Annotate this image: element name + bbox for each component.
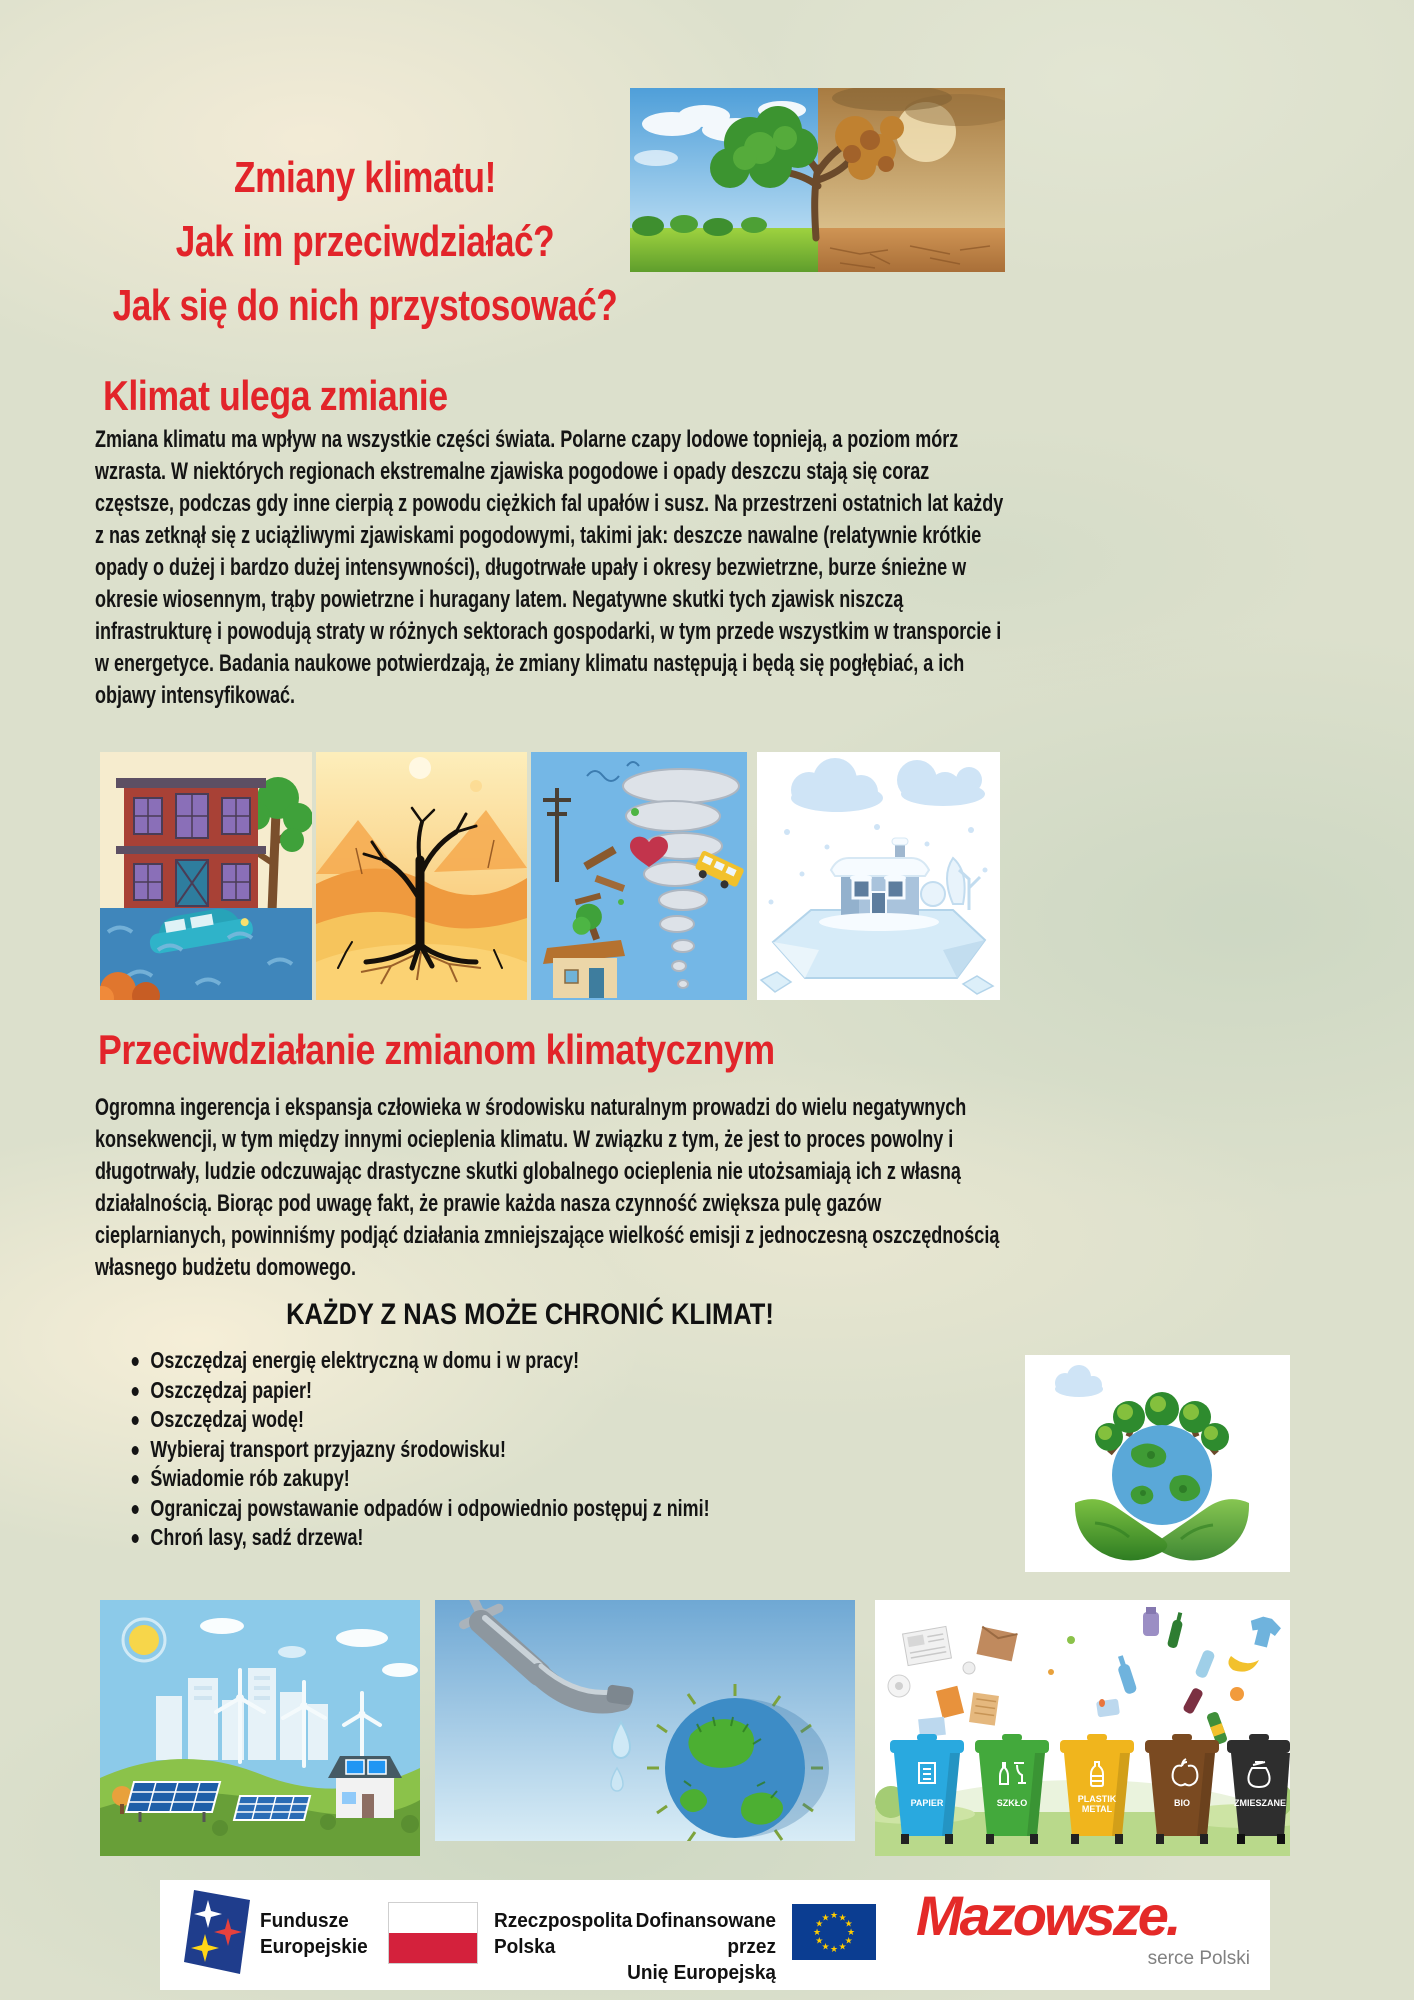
svg-text:★: ★ xyxy=(815,1936,824,1947)
action-item: Oszczędzaj wodę! xyxy=(127,1405,985,1435)
svg-text:★: ★ xyxy=(829,1911,839,1921)
footer-logos-band xyxy=(160,1880,1270,1990)
svg-text:★: ★ xyxy=(844,1936,853,1947)
action-item: Oszczędzaj papier! xyxy=(127,1376,985,1406)
bio-bin-label: BIO xyxy=(1173,1798,1191,1808)
svg-text:★: ★ xyxy=(846,1928,856,1938)
rzeczpospolita-label: Rzeczpospolita Polska xyxy=(494,1910,633,1958)
page-title xyxy=(85,146,645,338)
climate-photo xyxy=(630,88,1005,272)
action-item: Ograniczaj powstawanie odpadów i odpowiednio postępuj z nimi! xyxy=(127,1494,985,1524)
title-line-3: Jak się do nich przystosować? xyxy=(112,281,618,330)
mazowsze-tagline: serce Polski xyxy=(1147,1948,1250,1969)
glass-bin-label: SZKŁO xyxy=(996,1798,1028,1808)
action-item: Oszczędzaj energię elektryczną w domu i w pracy! xyxy=(127,1346,985,1376)
svg-text:★: ★ xyxy=(838,1913,847,1924)
svg-text:★: ★ xyxy=(821,1942,830,1953)
mixed-bin-label: ZMIESZANE xyxy=(1233,1798,1287,1808)
flood-illustration xyxy=(100,752,312,1000)
action-item: Wybieraj transport przyjazny środowisku! xyxy=(127,1435,985,1465)
tornado-illustration xyxy=(531,752,747,1000)
fundusze-europejskie-logo xyxy=(184,1890,250,1974)
svg-text:★: ★ xyxy=(844,1919,853,1930)
eu-flag xyxy=(792,1904,876,1960)
mazowsze-wordmark: Mazowsze. xyxy=(916,1884,1179,1947)
green-energy-illustration xyxy=(100,1600,420,1856)
section-counter-heading: Przeciwdziałanie zmianom klimatycznym xyxy=(98,1026,775,1073)
winter-illustration xyxy=(757,752,1000,1000)
svg-text:★: ★ xyxy=(812,1928,822,1938)
mazowsze-logo xyxy=(916,1886,1256,1970)
poland-flag xyxy=(388,1902,478,1964)
actions-heading: KAŻDY Z NAS MOŻE CHRONIĆ KLIMAT! xyxy=(286,1298,774,1331)
actions-list xyxy=(127,1346,985,1553)
earth-in-hands-illustration xyxy=(1025,1355,1290,1572)
plastic-bin-label-2: METAL xyxy=(1081,1804,1113,1814)
section-change-heading: Klimat ulega zmianie xyxy=(103,372,448,419)
title-line-1: Zmiany klimatu! xyxy=(234,153,496,202)
svg-text:★: ★ xyxy=(821,1913,830,1924)
svg-text:★: ★ xyxy=(838,1942,847,1953)
plastic-bin-label: PLASTIK xyxy=(1077,1794,1117,1804)
eu-funding-label: Dofinansowane przez Unię Europejską xyxy=(627,1910,776,1984)
title-line-2: Jak im przeciwdziałać? xyxy=(175,217,555,266)
water-tap-illustration xyxy=(435,1600,855,1841)
svg-text:★: ★ xyxy=(829,1945,839,1955)
recycling-bins-illustration xyxy=(875,1600,1290,1856)
drought-illustration xyxy=(316,752,527,1000)
svg-text:★: ★ xyxy=(815,1919,824,1930)
paper-bin-label: PAPIER xyxy=(910,1798,944,1808)
action-item: Świadomie rób zakupy! xyxy=(127,1464,985,1494)
action-item: Chroń lasy, sadź drzewa! xyxy=(127,1523,985,1553)
fundusze-label: Fundusze Europejskie xyxy=(260,1910,368,1958)
section-change-paragraph: Zmiana klimatu ma wpływ na wszystkie części świata. Polarne czapy lodowe topnieją, a poziom mórz wzrasta. W niektórych regionach ekstremalne zjawiska pogodowe i opady deszczu stają się coraz częstsze, podczas gdy inne cierpią z powodu ciężkich fal upałów i susz. Na przestrzeni ostatnich lat każdy z nas zetknął się z uciążliwymi zjawiskami pogodowymi, takimi jak: deszcze nawalne (relatywnie krótkie opady o dużej i bardzo dużej intensywności), długotrwałe upały i okresy bezwietrzne, burze śnieżne w okresie wiosennym, trąby powietrzne i huragany latem. Negatywne skutki tych zjawisk niszczą infrastrukturę i powodują straty w różnych sektorach gospodarki, w tym przede wszystkim w transporcie i w energetyce. Badania naukowe potwierdzają, że zmiany klimatu następują i będą się pogłębiać, a ich objawy intensyfikować. xyxy=(95,426,1004,709)
section-counter-paragraph: Ogromna ingerencja i ekspansja człowieka w środowisku naturalnym prowadzi do wielu negatywnych konsekwencji, w tym między innymi ocieplenia klimatu. W związku z tym, że jest to proces powolny i długotrwały, ludzie odczuwając drastyczne skutki globalnego ocieplenia nie utożsamiają ich z własną działalnością. Biorąc pod uwagę fakt, że prawie każda nasza czynność zwiększa pulę gazów cieplarnianych, powinniśmy podjąć działania zmniejszające wielkość emisji z jednoczesną oszczędnością własnego budżetu domowego. xyxy=(95,1094,1000,1281)
